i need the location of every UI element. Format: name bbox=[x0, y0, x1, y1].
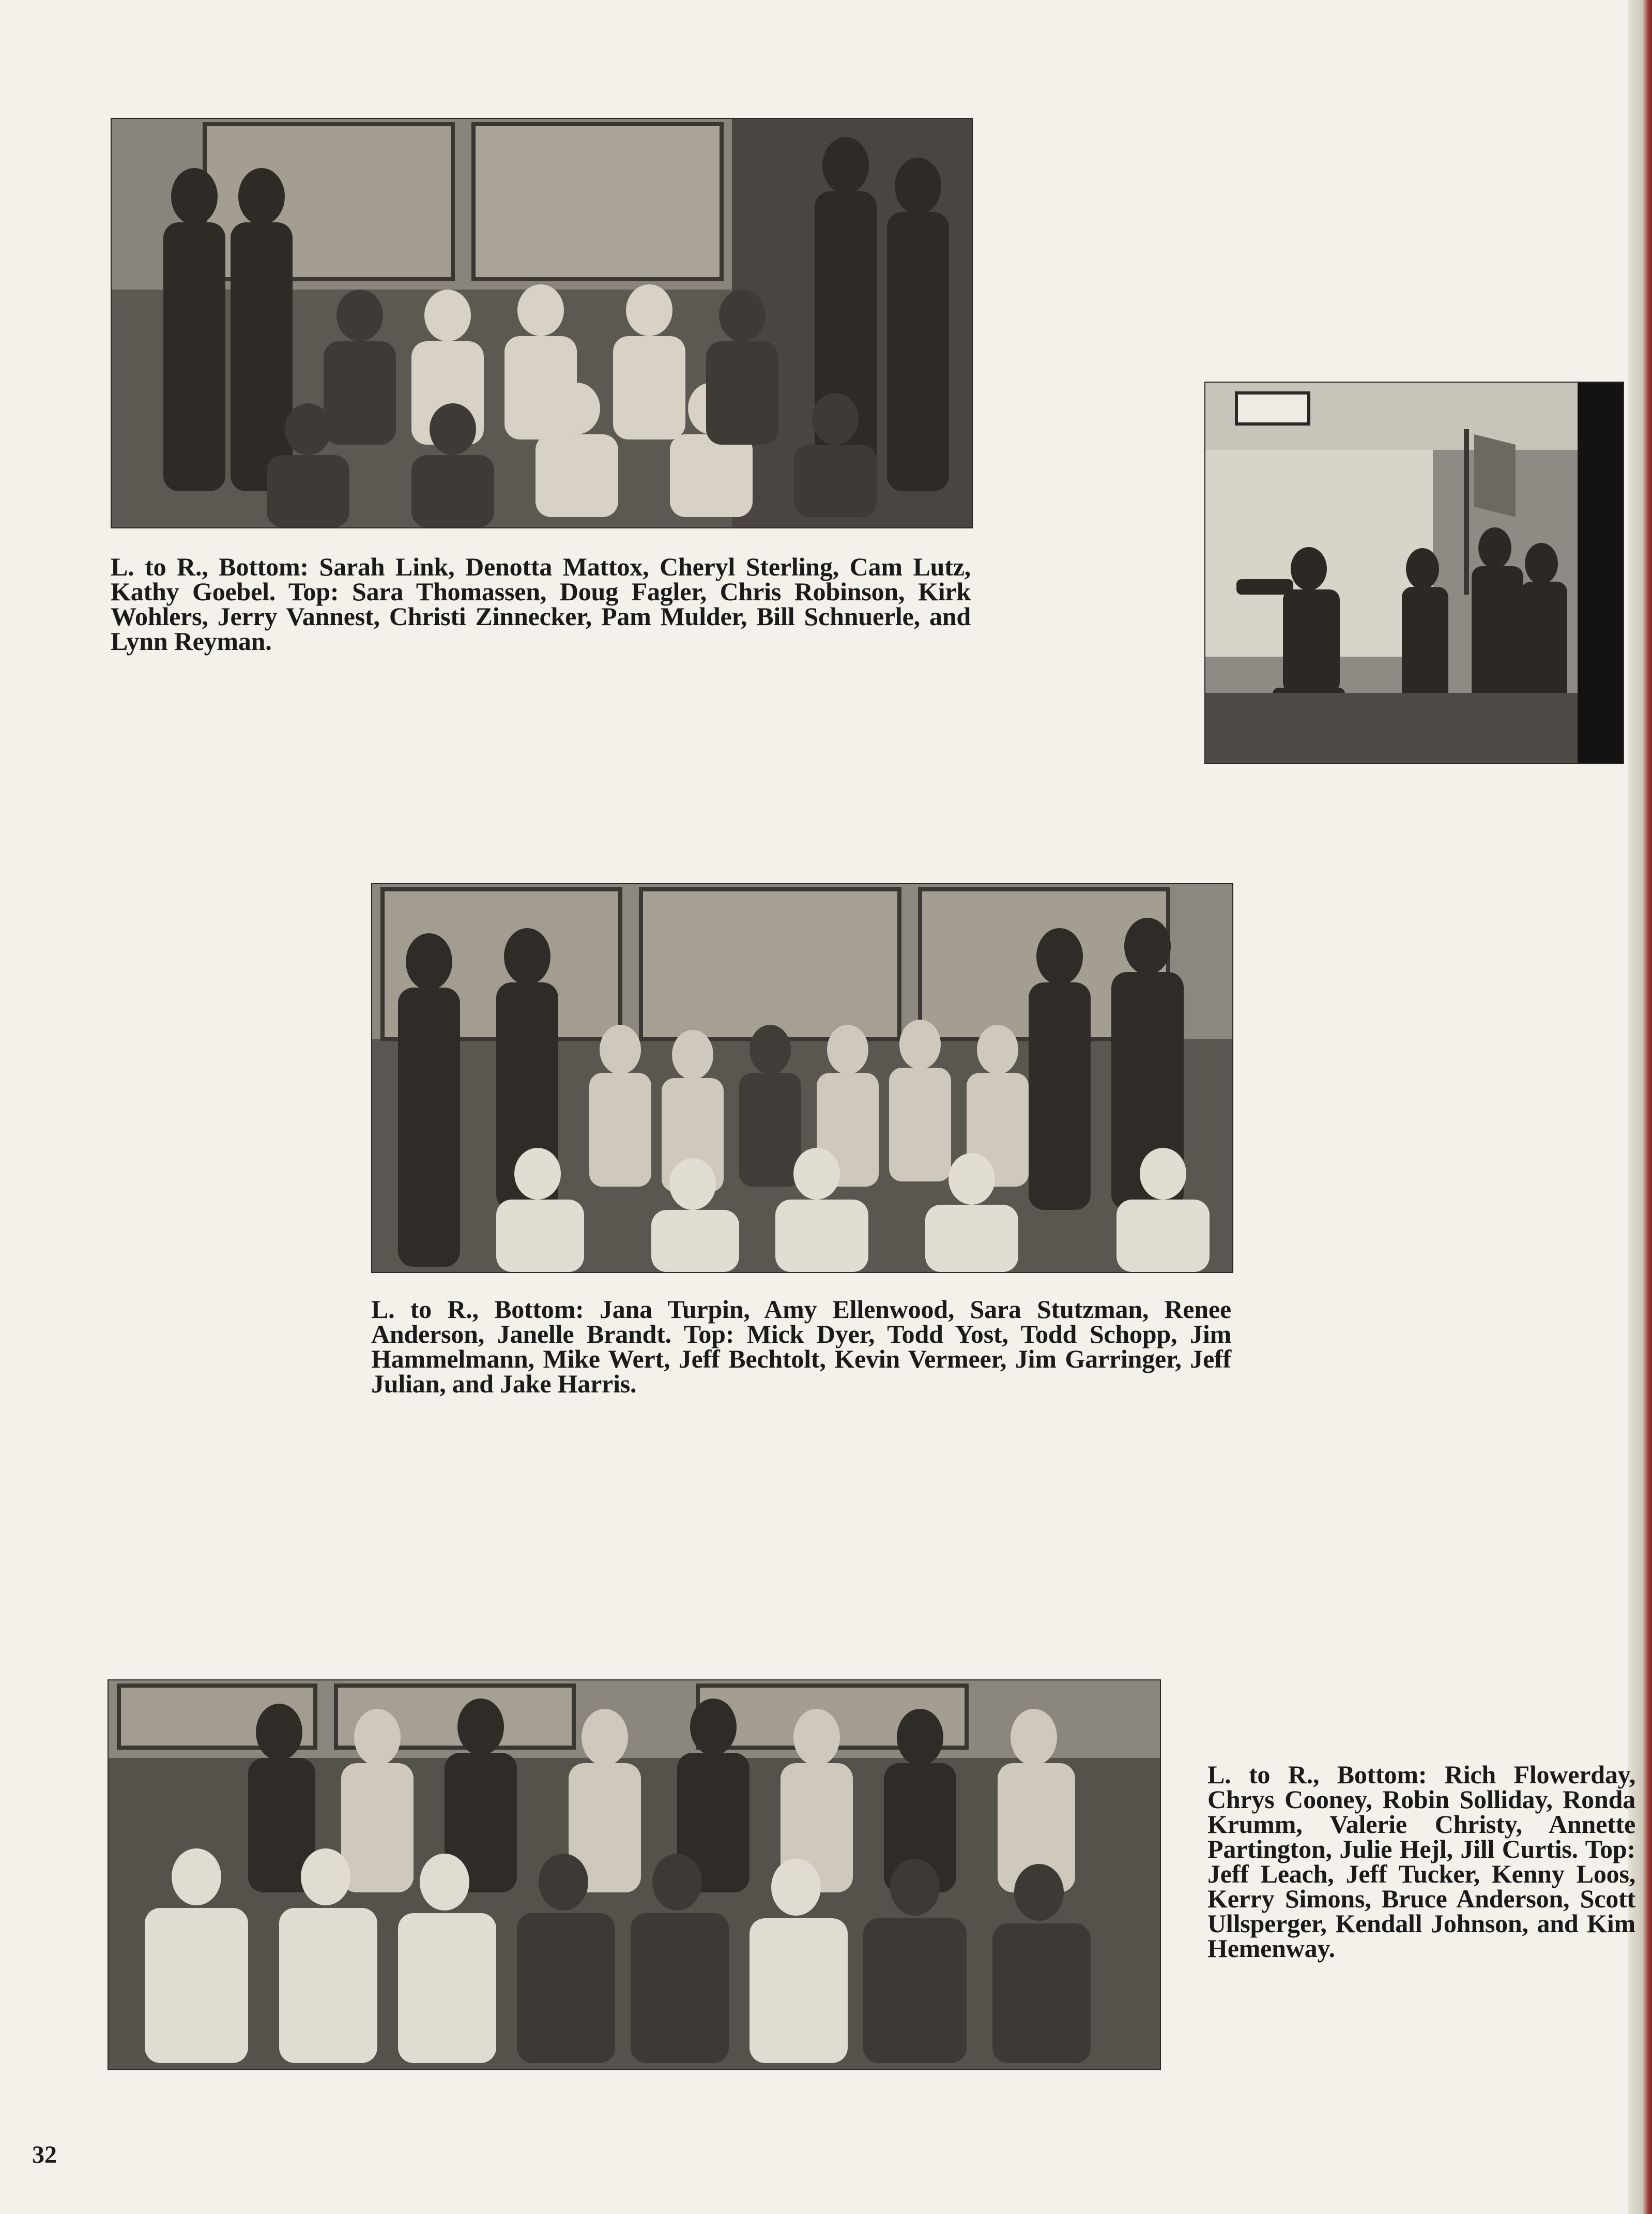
group-photo-1-caption: L. to R., Bottom: Sarah Link, Denotta Mattox, Cheryl Sterling, Cam Lutz, Kathy Goebel. Top: Sara Thomassen, Doug Fagler, Chris Robinson, Kirk Wohlers, Jerry Vannest, Christi Zinnecker, Pam Mulder, Bill Schnuerle, and Lynn Reyman. bbox=[111, 552, 971, 656]
page-number: 32 bbox=[32, 2141, 57, 2168]
group-photo-1 bbox=[111, 118, 973, 528]
classroom-candid-photo-image bbox=[1205, 383, 1623, 763]
group-photo-3-image bbox=[109, 1680, 1160, 2069]
group-photo-2-image bbox=[372, 884, 1232, 1272]
group-photo-3-caption: L. to R., Bottom: Rich Flowerday, Chrys Cooney, Robin Solliday, Ronda Krumm, Valerie Christy, Annette Partington, Julie Hejl, Jill Curtis. Top: Jeff Leach, Jeff Tucker, Kenny Loos, Kerry Simons, Bruce Anderson, Scott Ullsperger, Kendall Johnson, and Kim Hemenway. bbox=[1207, 1760, 1635, 1963]
classroom-candid-photo bbox=[1204, 382, 1624, 764]
group-photo-2 bbox=[371, 883, 1233, 1273]
group-photo-1-image bbox=[112, 119, 972, 527]
group-photo-2-caption: L. to R., Bottom: Jana Turpin, Amy Ellenwood, Sara Stutzman, Renee Anderson, Janelle Brandt. Top: Mick Dyer, Todd Yost, Todd Schopp, Jim Hammelmann, Mike Wert, Jeff Bechtolt, Kevin Vermeer, Jim Garringer, Jeff Julian, and Jake Harris. bbox=[371, 1295, 1231, 1398]
group-photo-3 bbox=[108, 1679, 1161, 2070]
